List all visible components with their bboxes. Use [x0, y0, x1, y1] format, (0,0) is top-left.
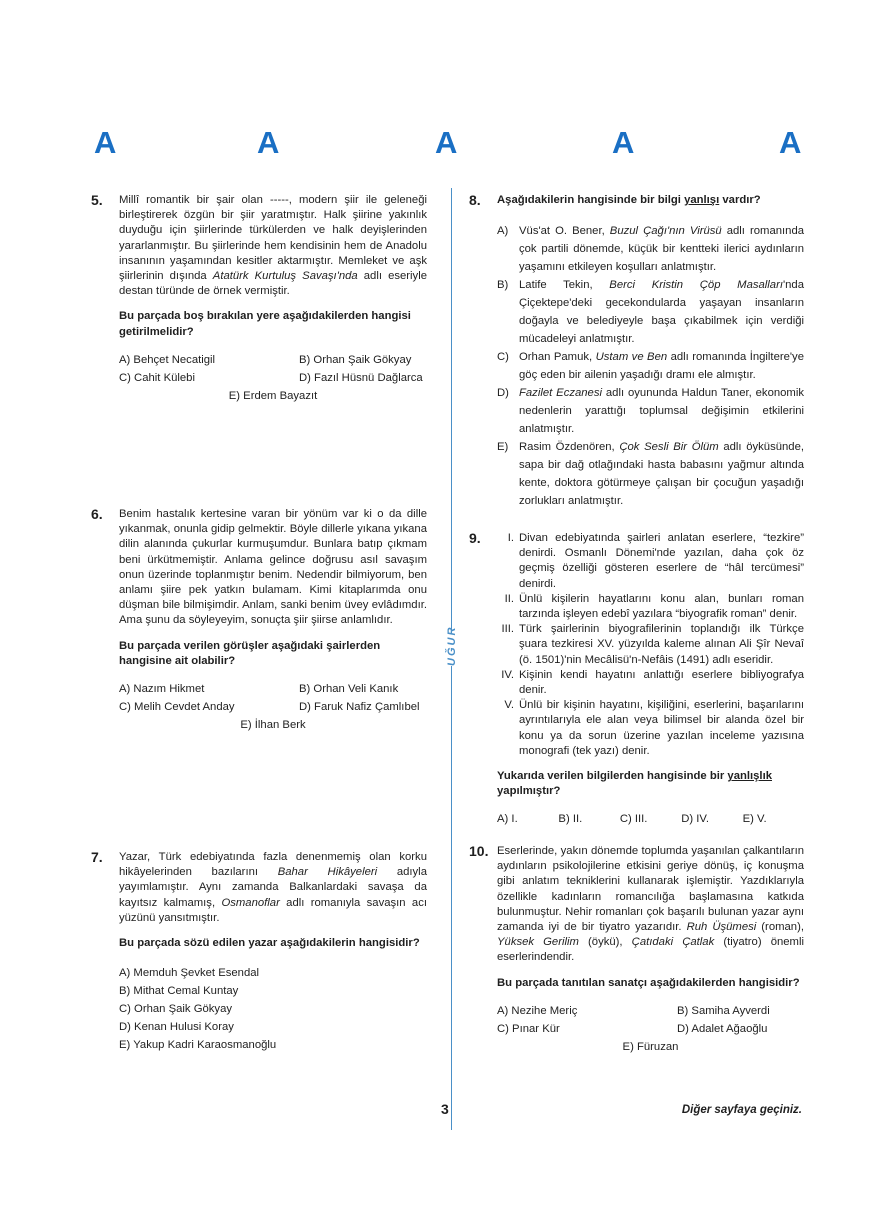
option-c[interactable]: C) Melih Cevdet Anday	[119, 701, 235, 714]
option-e[interactable]: E) Rasim Özdenören, Çok Sesli Bir Ölüm adlı öyküsünde, sapa bir dağ otlağındaki hasta babasını yağmur altında kente, doktora götürmeye çalışan bir çocuğun yaşadığı zorlukları anlatmıştır.	[497, 441, 804, 508]
question-stem: Aşağıdakilerin hangisinde bir bilgi yanlışı vardır?	[497, 194, 761, 206]
option-e[interactable]: E) Yakup Kadri Karaosmanoğlu	[119, 1039, 277, 1052]
option-b[interactable]: B) II.	[558, 813, 583, 826]
option-c[interactable]: C) Pınar Kür	[497, 1023, 560, 1036]
option-d[interactable]: D) Fazıl Hüsnü Dağlarca	[299, 372, 423, 385]
option-d[interactable]: D) Kenan Hulusi Koray	[119, 1021, 234, 1034]
question-10	[469, 843, 804, 1055]
option-a[interactable]: A) Nezihe Meriç	[497, 1004, 578, 1017]
option-e[interactable]: E) Füruzan	[622, 1041, 679, 1054]
statement-item: III. Türk şairlerinin biyografilerinin toplandığı ilk Türkçe şuara tezkiresi XV. yüzyılda kaleme alınan Ali Şîr Nevaî (ö. 1501)'nin Mecâlisü'n-Nefâis (1491) adlı eseridir.	[501, 623, 804, 666]
question-5	[91, 192, 427, 404]
statement-item: V. Ünlü bir kişinin hayatını, kişiliğini, eserlerini, başarılarını ayrıntılarıyla ele alan veya bilimsel bir alanda özel bir konu ya da sorun üzerine yazılan inceleme yazısına monografi (tek yazı) denir.	[504, 699, 804, 757]
answer-options	[497, 812, 804, 827]
option-c[interactable]: C) Cahit Külebi	[119, 372, 195, 385]
question-stem: Yukarıda verilen bilgilerden hangisinde bir yanlışlık yapılmıştır?	[497, 770, 772, 798]
option-e[interactable]: E) İlhan Berk	[240, 719, 306, 732]
option-d[interactable]: D) Fazilet Eczanesi adlı oyununda Haldun Taner, ekonomik nedenlerin yarattığı toplumsal değişimin etkilerini anlatmıştır.	[497, 387, 804, 436]
booklet-letter: A	[257, 125, 280, 160]
option-b[interactable]: B) Orhan Şaik Gökyay	[299, 353, 412, 366]
question-number: 8.	[469, 192, 481, 208]
option-b[interactable]: B) Latife Tekin, Berci Kristin Çöp Masalları'nda Çiçektepe'deki gecekondularda yaşayan insanların doğayla ve belediyeyle başa çıkabilmek için verdiği mücadeleyi anlatmıştır.	[497, 279, 804, 346]
option-a[interactable]: A) I.	[497, 813, 518, 826]
question-number: 10.	[469, 843, 489, 859]
option-b[interactable]: B) Orhan Veli Kanık	[299, 683, 399, 696]
option-a[interactable]: A) Vüs'at O. Bener, Buzul Çağı'nın Virüsü adlı romanında çok partili dönemde, küçük bir kentteki ilerici aydınların yaşamını etkileyen koşulları anlatmıştır.	[497, 225, 805, 274]
option-b[interactable]: B) Samiha Ayverdi	[677, 1004, 770, 1017]
question-number: 6.	[91, 506, 103, 522]
question-9	[469, 530, 804, 828]
option-c[interactable]: C) Orhan Şaik Gökyay	[119, 1003, 233, 1016]
question-8	[469, 192, 805, 510]
booklet-letter: A	[779, 125, 802, 160]
next-page-note: Diğer sayfaya geçiniz.	[681, 1104, 802, 1116]
answer-options	[497, 1004, 804, 1037]
question-passage: Millî romantik bir şair olan -----, modern şiir ile geleneği birleştirerek özgün bir şiir yaratmıştır. Halk şiirine yakınlık duyduğu için şiirlerinde türkülerden ve halk deyişlerinden yararlanmıştır. Bu şiirlerinde hem kendisinin hem de Anadolu insanının yaşamından kesitler aktarmıştır. Memleket ve aşk şiirlerinin dışında Atatürk Kurtuluş Savaşı'nda adlı eseriyle destan türünde de örnek vermiştir.	[119, 194, 427, 298]
question-7	[91, 849, 427, 1054]
answer-options	[497, 222, 804, 510]
question-number: 5.	[91, 192, 103, 208]
question-stem: Bu parçada boş bırakılan yere aşağıdakilerden hangisi getirilmelidir?	[119, 310, 411, 338]
option-a[interactable]: A) Nazım Hikmet	[119, 683, 205, 696]
question-stem: Bu parçada tanıtılan sanatçı aşağıdakilerden hangisidir?	[497, 976, 800, 989]
answer-options	[119, 682, 427, 715]
statement-item: I. Divan edebiyatında şairleri anlatan eserlere, “tezkire” denirdi. Osmanlı Dönemi'nde yazılan, daha çok öz geçmiş özelliği gösteren eserlere de “hâl tercümesi” denirdi.	[507, 532, 804, 590]
question-stem: Bu parçada sözü edilen yazar aşağıdakilerin hangisidir?	[119, 937, 420, 950]
option-c[interactable]: C) Orhan Pamuk, Ustam ve Ben adlı romanında İngiltere'ye göç eden bir ailenin yaşadığı dramı ele almıştır.	[497, 351, 804, 382]
question-passage: Eserlerinde, yakın dönemde toplumda yaşanılan çalkantıların aydınların psikolojilerine etkisini geriye dönüş, iç konuşma gibi anlatım tekniklerini kullanarak işlemiştir. Yazdıklarıyla özellikle kadınların romancılığa başlamasına katkıda bulunmuştur. Nehir romanları çok başarılı bulunan yazar aynı zamanda iyi de bir tiyatro yazarıdır. Ruh Üşümesi (roman), Yüksek Gerilim (öykü), Çatıdaki Çatlak (tiyatro) önemli eserlerindendir.	[497, 845, 804, 964]
option-d[interactable]: D) Faruk Nafiz Çamlıbel	[299, 701, 420, 714]
question-6	[91, 506, 427, 734]
question-stem: Bu parçada verilen görüşler aşağıdaki şairlerden hangisine ait olabilir?	[119, 639, 381, 667]
option-e[interactable]: E) Erdem Bayazıt	[228, 390, 318, 403]
option-c[interactable]: C) III.	[619, 813, 648, 826]
option-a[interactable]: A) Behçet Necatigil	[119, 353, 216, 366]
booklet-letter: A	[435, 125, 458, 160]
question-passage: Benim hastalık kertesine varan bir yönüm var ki o da dille yıkanmak, onunla gidip gelmektir. Böyle dillerle yıkana yıkana dilin alanında çukurlar kurmuşumdur. Bunlara batıp çıkmam beni ürkütmemiştir. Anlama gelince doğrusu asıl savaşım onun üzerinde toplanmıştır benim. Nedendir bilmiyorum, ben anlamı şiire pek yatkın bulamam. Kimi kitaplarımda onu düşman bile bilmişimdir. Anlam, sanki benim üvey evlâdımdır. Ama şunu da söyleyeyim, sonuçta şiir şiirse anlamlıdır.	[119, 508, 427, 627]
option-b[interactable]: B) Mithat Cemal Kuntay	[119, 985, 239, 998]
question-number: 9.	[469, 530, 481, 546]
publisher-brand: UĞUR	[443, 632, 461, 666]
booklet-letter: A	[612, 125, 635, 160]
statement-item: II. Ünlü kişilerin hayatlarını konu alan, bunları roman tarzında işleyen edebî yazılara “biyografik roman” denir.	[504, 592, 804, 621]
option-a[interactable]: A) Memduh Şevket Esendal	[119, 967, 260, 980]
statement-list	[497, 531, 804, 759]
page-number: 3	[441, 1101, 449, 1117]
question-passage: Yazar, Türk edebiyatında fazla denenmemiş olan korku hikâyelerinden bazılarını Bahar Hikâyeleri adıyla yayımlamıştır. Aynı zamanda Balkanlardaki savaşa da kayıtsız kalmamış, Osmanoflar adlı romanıyla savaşın acı yüzünü yansıtmıştır.	[119, 851, 427, 924]
booklet-letter: A	[94, 125, 117, 160]
question-number: 7.	[91, 849, 103, 865]
answer-options	[119, 353, 427, 386]
option-d[interactable]: D) Adalet Ağaoğlu	[677, 1023, 768, 1036]
statement-item: IV. Kişinin kendi hayatını anlattığı eserlere bibliyografya denir.	[501, 668, 804, 697]
option-e[interactable]: E) V.	[742, 813, 767, 826]
option-d[interactable]: D) IV.	[681, 813, 710, 826]
answer-options	[119, 964, 427, 1054]
